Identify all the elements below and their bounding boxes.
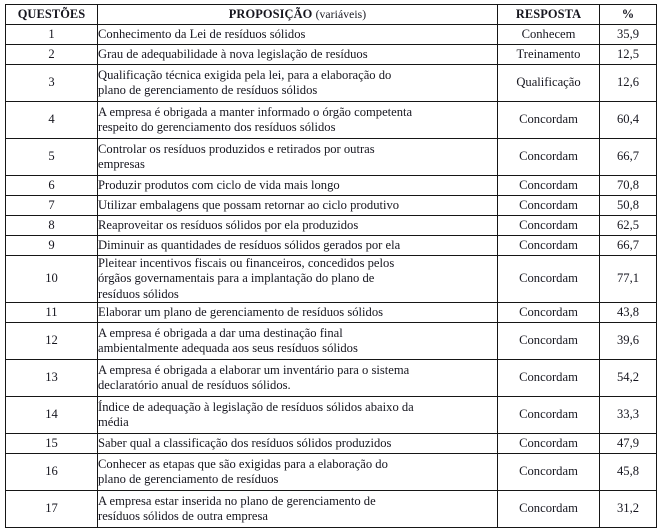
cell-question-number: 12 — [6, 323, 98, 360]
table-body — [6, 25, 657, 528]
cell-proposition — [98, 102, 498, 139]
cell-response: Conhecem — [498, 25, 600, 45]
cell-question-number: 6 — [6, 176, 98, 196]
cell-response: Concordam — [498, 303, 600, 323]
cell-percent: 66,7 — [600, 236, 657, 256]
proposition-line: A empresa estar inserida no plano de gerenciamento de — [98, 493, 376, 508]
table-header — [6, 5, 657, 25]
cell-percent: 62,5 — [600, 216, 657, 236]
proposition-line: Conhecer as etapas que são exigidas para a elaboração do — [98, 456, 388, 471]
proposition-line: Controlar os resíduos produzidos e retirados por outras — [98, 141, 375, 156]
proposition-line: Produzir produtos com ciclo de vida mais longo — [98, 177, 340, 192]
table-row — [6, 256, 657, 303]
cell-proposition — [98, 176, 498, 196]
cell-response: Concordam — [498, 216, 600, 236]
proposition-line: Conhecimento da Lei de resíduos sólidos — [98, 26, 306, 41]
cell-question-number: 16 — [6, 454, 98, 491]
proposition-line: Reaproveitar os resíduos sólidos por ela produzidos — [98, 217, 359, 232]
proposition-line: A empresa é obrigada a dar uma destinação final — [98, 325, 343, 340]
table-row — [6, 236, 657, 256]
proposition-line: Grau de adequabilidade à nova legislação de resíduos — [98, 46, 368, 61]
cell-proposition — [98, 236, 498, 256]
cell-proposition — [98, 216, 498, 236]
cell-response: Concordam — [498, 323, 600, 360]
cell-proposition — [98, 397, 498, 434]
cell-percent: 12,5 — [600, 45, 657, 65]
cell-question-number: 14 — [6, 397, 98, 434]
proposition-line: plano de gerenciamento de resíduos sólidos — [98, 83, 318, 97]
table-row — [6, 102, 657, 139]
column-header-percent: % — [600, 5, 657, 25]
cell-response: Concordam — [498, 360, 600, 397]
cell-question-number: 9 — [6, 236, 98, 256]
cell-percent: 66,7 — [600, 139, 657, 176]
cell-question-number: 8 — [6, 216, 98, 236]
cell-percent: 31,2 — [600, 491, 657, 528]
cell-response: Concordam — [498, 196, 600, 216]
table-row — [6, 434, 657, 454]
proposition-line: resíduos sólidos de outra empresa — [98, 509, 268, 524]
proposition-line: Elaborar um plano de gerenciamento de resíduos sólidos — [98, 304, 384, 319]
cell-response: Qualificação — [498, 65, 600, 102]
cell-response: Concordam — [498, 102, 600, 139]
cell-response: Concordam — [498, 139, 600, 176]
cell-response: Concordam — [498, 434, 600, 454]
proposition-line: ambientalmente adequada aos seus resíduos sólidos — [98, 341, 358, 356]
cell-percent: 33,3 — [600, 397, 657, 434]
cell-question-number: 2 — [6, 45, 98, 65]
cell-proposition — [98, 360, 498, 397]
proposition-line: Utilizar embalagens que possam retornar ao ciclo produtivo — [98, 197, 400, 212]
cell-question-number: 11 — [6, 303, 98, 323]
proposition-line: Diminuir as quantidades de resíduos sólidos gerados por ela — [98, 237, 401, 252]
column-header-questions: QUESTÕES — [6, 5, 98, 25]
column-header-proposition-main: PROPOSIÇÃO — [228, 6, 313, 21]
proposition-line: declaratório anual de resíduos sólidos. — [98, 378, 291, 393]
table-row — [6, 196, 657, 216]
cell-proposition — [98, 256, 498, 303]
proposition-line: empresas — [98, 157, 145, 171]
table-row — [6, 65, 657, 102]
cell-question-number: 15 — [6, 434, 98, 454]
proposition-line: resíduos sólidos — [98, 286, 179, 301]
cell-percent: 12,6 — [600, 65, 657, 102]
cell-proposition — [98, 323, 498, 360]
cell-percent: 45,8 — [600, 454, 657, 491]
table-row — [6, 360, 657, 397]
proposition-line: A empresa é obrigada a manter informado o órgão competenta — [98, 104, 413, 119]
proposition-line: Índice de adequação à legislação de resíduos sólidos abaixo da — [98, 399, 414, 414]
cell-percent: 35,9 — [600, 25, 657, 45]
cell-proposition — [98, 303, 498, 323]
cell-proposition — [98, 65, 498, 102]
cell-question-number: 5 — [6, 139, 98, 176]
cell-response: Concordam — [498, 397, 600, 434]
cell-response: Concordam — [498, 454, 600, 491]
cell-question-number: 17 — [6, 491, 98, 528]
cell-response: Concordam — [498, 256, 600, 303]
table-row — [6, 176, 657, 196]
proposition-line: A empresa é obrigada a elaborar um inventário para o sistema — [98, 362, 410, 377]
survey-results-table — [5, 4, 657, 528]
cell-response: Concordam — [498, 176, 600, 196]
cell-question-number: 10 — [6, 256, 98, 303]
table-row — [6, 216, 657, 236]
proposition-line: respeito do gerenciamento dos resíduos sólidos — [98, 120, 336, 134]
proposition-line: média — [98, 415, 129, 430]
cell-percent: 47,9 — [600, 434, 657, 454]
table-row — [6, 139, 657, 176]
cell-proposition — [98, 454, 498, 491]
cell-proposition — [98, 491, 498, 528]
cell-question-number: 3 — [6, 65, 98, 102]
cell-percent: 77,1 — [600, 256, 657, 303]
cell-question-number: 7 — [6, 196, 98, 216]
table-row — [6, 491, 657, 528]
proposition-line: Saber qual a classificação dos resíduos sólidos produzidos — [98, 435, 392, 450]
proposition-line: plano de gerenciamento de resíduos — [98, 472, 279, 487]
column-header-response: RESPOSTA — [498, 5, 600, 25]
cell-percent: 39,6 — [600, 323, 657, 360]
table-row — [6, 323, 657, 360]
table-row — [6, 25, 657, 45]
proposition-line: Qualificação técnica exigida pela lei, para a elaboração do — [98, 67, 392, 82]
cell-response: Concordam — [498, 491, 600, 528]
table-header-row — [6, 5, 657, 25]
cell-proposition — [98, 45, 498, 65]
cell-proposition — [98, 25, 498, 45]
proposition-line: órgãos governamentais para a implantação do plano de — [98, 271, 375, 286]
cell-question-number: 1 — [6, 25, 98, 45]
cell-percent: 43,8 — [600, 303, 657, 323]
column-header-proposition — [98, 5, 498, 25]
cell-question-number: 13 — [6, 360, 98, 397]
cell-question-number: 4 — [6, 102, 98, 139]
cell-proposition — [98, 139, 498, 176]
table-row — [6, 303, 657, 323]
table-row — [6, 397, 657, 434]
cell-percent: 60,4 — [600, 102, 657, 139]
cell-percent: 54,2 — [600, 360, 657, 397]
cell-proposition — [98, 434, 498, 454]
column-header-proposition-sub: (variáveis) — [315, 7, 367, 21]
table-row — [6, 45, 657, 65]
cell-percent: 50,8 — [600, 196, 657, 216]
proposition-line: Pleitear incentivos fiscais ou financeiros, concedidos pelos — [98, 256, 395, 270]
cell-response: Treinamento — [498, 45, 600, 65]
cell-percent: 70,8 — [600, 176, 657, 196]
cell-proposition — [98, 196, 498, 216]
table-row — [6, 454, 657, 491]
cell-response: Concordam — [498, 236, 600, 256]
